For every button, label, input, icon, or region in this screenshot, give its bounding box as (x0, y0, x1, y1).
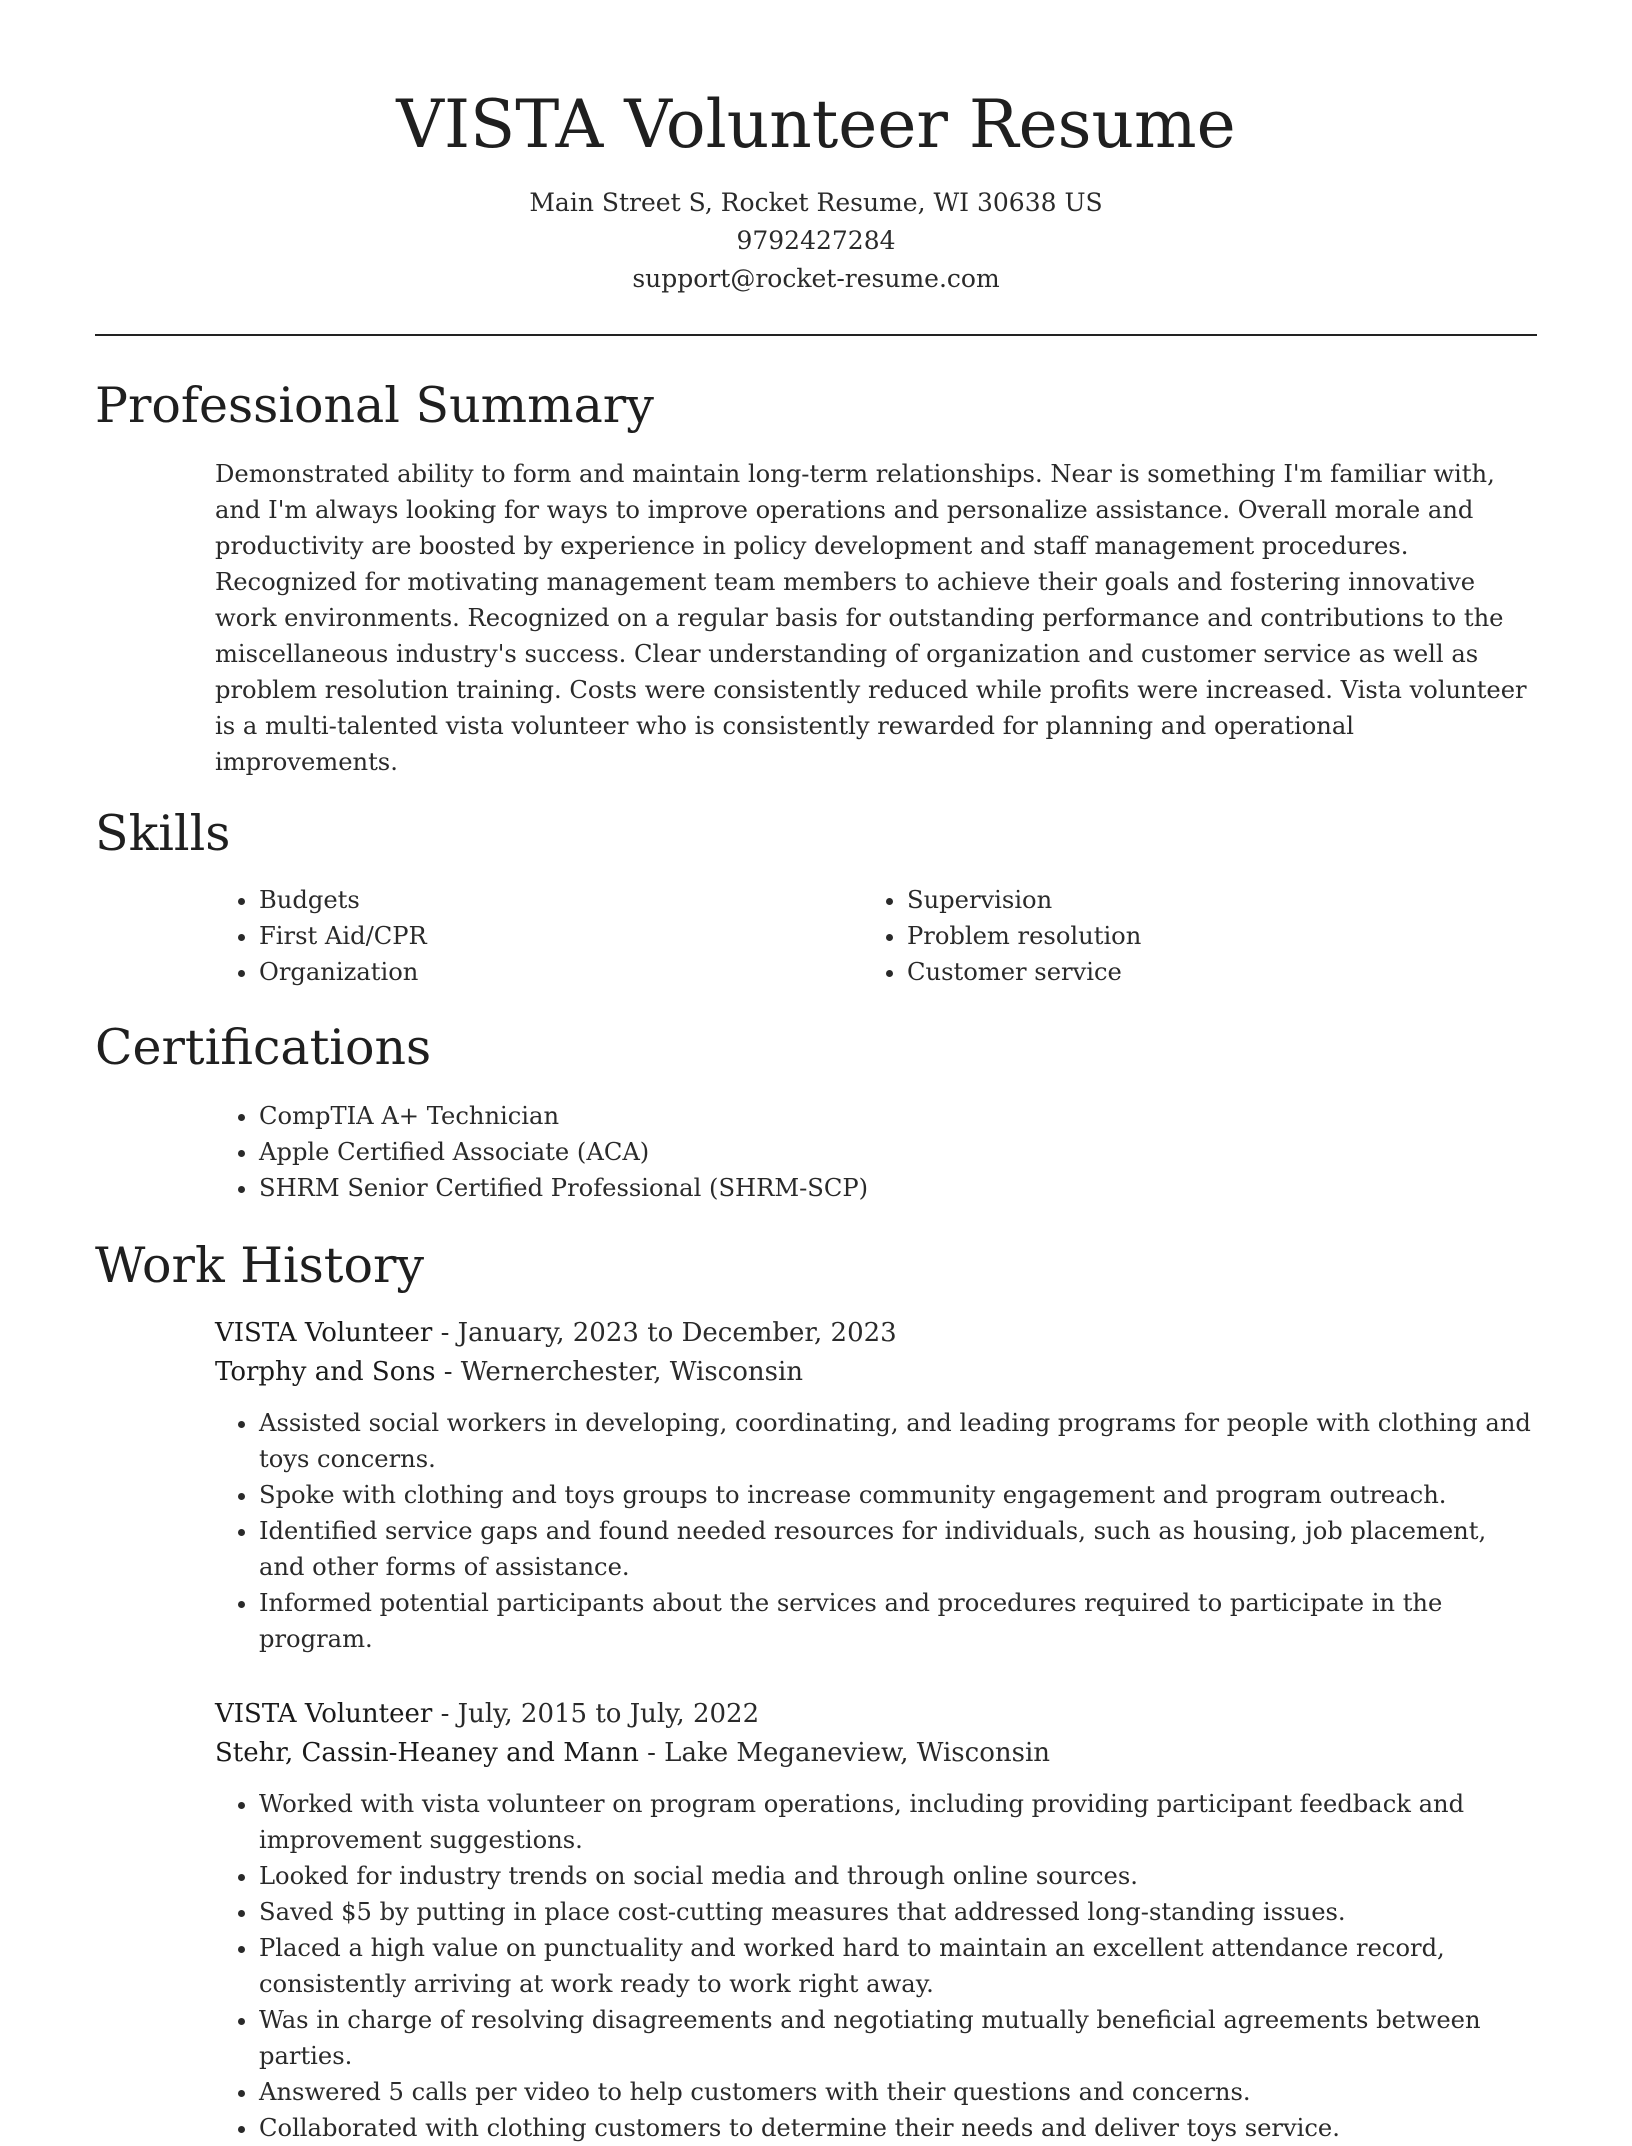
phone: 9792427284 (736, 226, 896, 255)
summary-heading: Professional Summary (95, 377, 654, 434)
job-entry (215, 1695, 1537, 2146)
job-bullets (215, 1405, 1537, 1657)
job-bullet: • Worked with vista volunteer on program operations, including providing participant feedback and improvement suggestions. (259, 1786, 1537, 1858)
header-divider (95, 334, 1537, 336)
skill-item: • Customer service (907, 954, 1511, 990)
job-bullet: • Identified service gaps and found needed resources for individuals, such as housing, job placement, and other forms of assistance. (259, 1513, 1537, 1585)
resume-title: VISTA Volunteer Resume (396, 86, 1236, 163)
skill-item: • Supervision (907, 882, 1511, 918)
separator: - (443, 1357, 461, 1387)
separator: - (440, 1318, 458, 1348)
job-title-line (215, 1314, 1537, 1353)
job-company-line (215, 1734, 1537, 1773)
job-company-line (215, 1353, 1537, 1392)
job-bullet: • Answered 5 calls per video to help customers with their questions and concerns. (259, 2074, 1537, 2110)
job-location: Wernerchester, Wisconsin (460, 1357, 804, 1387)
job-company: Stehr, Cassin-Heaney and Mann (215, 1738, 639, 1768)
job-location: Lake Meganeview, Wisconsin (664, 1738, 1051, 1768)
job-bullet: • Saved $5 by putting in place cost-cutting measures that addressed long-standing issues. (259, 1894, 1537, 1930)
summary-section (95, 376, 1537, 780)
job-title-line (215, 1695, 1537, 1734)
job-dates: July, 2015 to July, 2022 (457, 1699, 760, 1729)
work-history-section (95, 1236, 1537, 2146)
summary-text: Demonstrated ability to form and maintain long-term relationships. Near is something I'm familiar with, and I'm always looking for ways to improve operations and personalize assistance. Overall morale and productivity are boosted by experience in policy development and staff management procedures. Recognized for motivating management team members to achieve their goals and fostering innovative work environments. Recognized on a regular basis for outstanding performance and contributions to the miscellaneous industry's success. Clear understanding of organization and customer service as well as problem resolution training. Costs were consistently reduced while profits were increased. Vista volunteer is a multi-talented vista volunteer who is consistently rewarded for planning and operational improvements. (215, 460, 1527, 776)
address: Main Street S, Rocket Resume, WI 30638 US (529, 188, 1103, 217)
job-entry (215, 1314, 1537, 1657)
skills-list-right (863, 882, 1511, 990)
certification-item: • CompTIA A+ Technician (259, 1098, 1537, 1134)
skills-section (95, 804, 1537, 990)
certifications-heading: Certifications (95, 1019, 432, 1076)
skills-column-left (215, 882, 863, 990)
job-title: VISTA Volunteer (215, 1318, 433, 1348)
skills-column-right (863, 882, 1511, 990)
certification-item: • SHRM Senior Certified Professional (SHRM-SCP) (259, 1170, 1537, 1206)
skills-heading: Skills (95, 805, 231, 862)
skill-item: • Problem resolution (907, 918, 1511, 954)
job-dates: January, 2023 to December, 2023 (457, 1318, 897, 1348)
job-bullet: • Collaborated with clothing customers to determine their needs and deliver toys service. (259, 2110, 1537, 2146)
separator: - (440, 1699, 458, 1729)
skill-item: • Budgets (259, 882, 863, 918)
contact-info (95, 184, 1537, 298)
skills-grid (215, 882, 1537, 990)
job-bullet: • Looked for industry trends on social media and through online sources. (259, 1858, 1537, 1894)
certifications-list (215, 1098, 1537, 1206)
job-bullet: • Placed a high value on punctuality and worked hard to maintain an excellent attendance record, consistently arriving at work ready to work right away. (259, 1930, 1537, 2002)
skill-item: • First Aid/CPR (259, 918, 863, 954)
resume-header (95, 0, 1537, 298)
job-company: Torphy and Sons (215, 1357, 436, 1387)
separator: - (647, 1738, 665, 1768)
skills-list-left (215, 882, 863, 990)
certifications-body (215, 1098, 1537, 1206)
certifications-section (95, 1018, 1537, 1206)
skill-item: • Organization (259, 954, 863, 990)
job-bullet: • Informed potential participants about the services and procedures required to participate in the program. (259, 1585, 1537, 1657)
job-title: VISTA Volunteer (215, 1699, 433, 1729)
email: support@rocket-resume.com (632, 264, 1000, 293)
job-bullet: • Assisted social workers in developing, coordinating, and leading programs for people with clothing and toys concerns. (259, 1405, 1537, 1477)
job-bullet: • Spoke with clothing and toys groups to increase community engagement and program outreach. (259, 1477, 1537, 1513)
certification-item: • Apple Certified Associate (ACA) (259, 1134, 1537, 1170)
job-bullet: • Was in charge of resolving disagreements and negotiating mutually beneficial agreements between parties. (259, 2002, 1537, 2074)
job-bullets (215, 1786, 1537, 2146)
work-history-heading: Work History (95, 1237, 425, 1294)
